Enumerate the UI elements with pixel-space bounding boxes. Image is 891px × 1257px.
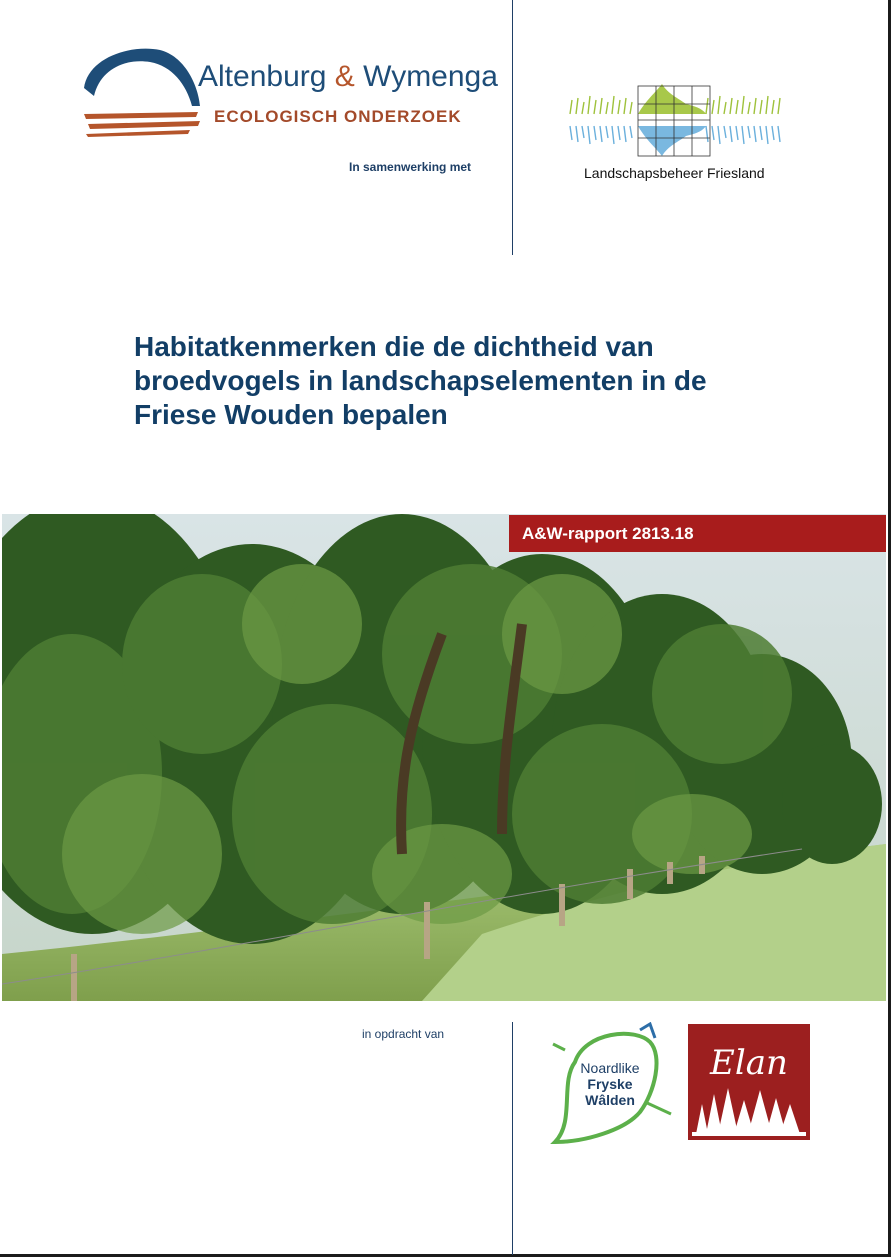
report-title: Habitatkenmerken die de dichtheid van broedvogels in landschapselementen in de Friese Wouden bepalen	[134, 331, 707, 430]
altenburg-wymenga-name: Altenburg & Wymenga	[198, 60, 498, 93]
noardlike-fryske-walden-name: Noardlike Fryske Wâlden	[580, 1060, 640, 1108]
report-number-badge: A&W-rapport 2813.18	[509, 515, 886, 552]
divider-line-top	[512, 0, 513, 255]
elan-logo-text: Elan	[710, 1043, 788, 1083]
hedgerow-photo-image	[2, 514, 886, 1001]
landschapsbeheer-friesland-logo-icon	[566, 84, 786, 164]
altenburg-wymenga-subtitle: ECOLOGISCH ONDERZOEK	[214, 107, 462, 126]
elan-logo	[688, 1024, 810, 1140]
divider-line-bottom	[512, 1022, 513, 1255]
commission-text: in opdracht van	[362, 1027, 445, 1041]
elan-logo-icon	[688, 1024, 810, 1140]
altenburg-wymenga-logo-icon	[80, 44, 500, 144]
collaboration-text: In samenwerking met	[349, 160, 472, 174]
hedgerow-photo	[2, 514, 886, 1001]
landschapsbeheer-friesland-name: Landschapsbeheer Friesland	[584, 165, 765, 181]
